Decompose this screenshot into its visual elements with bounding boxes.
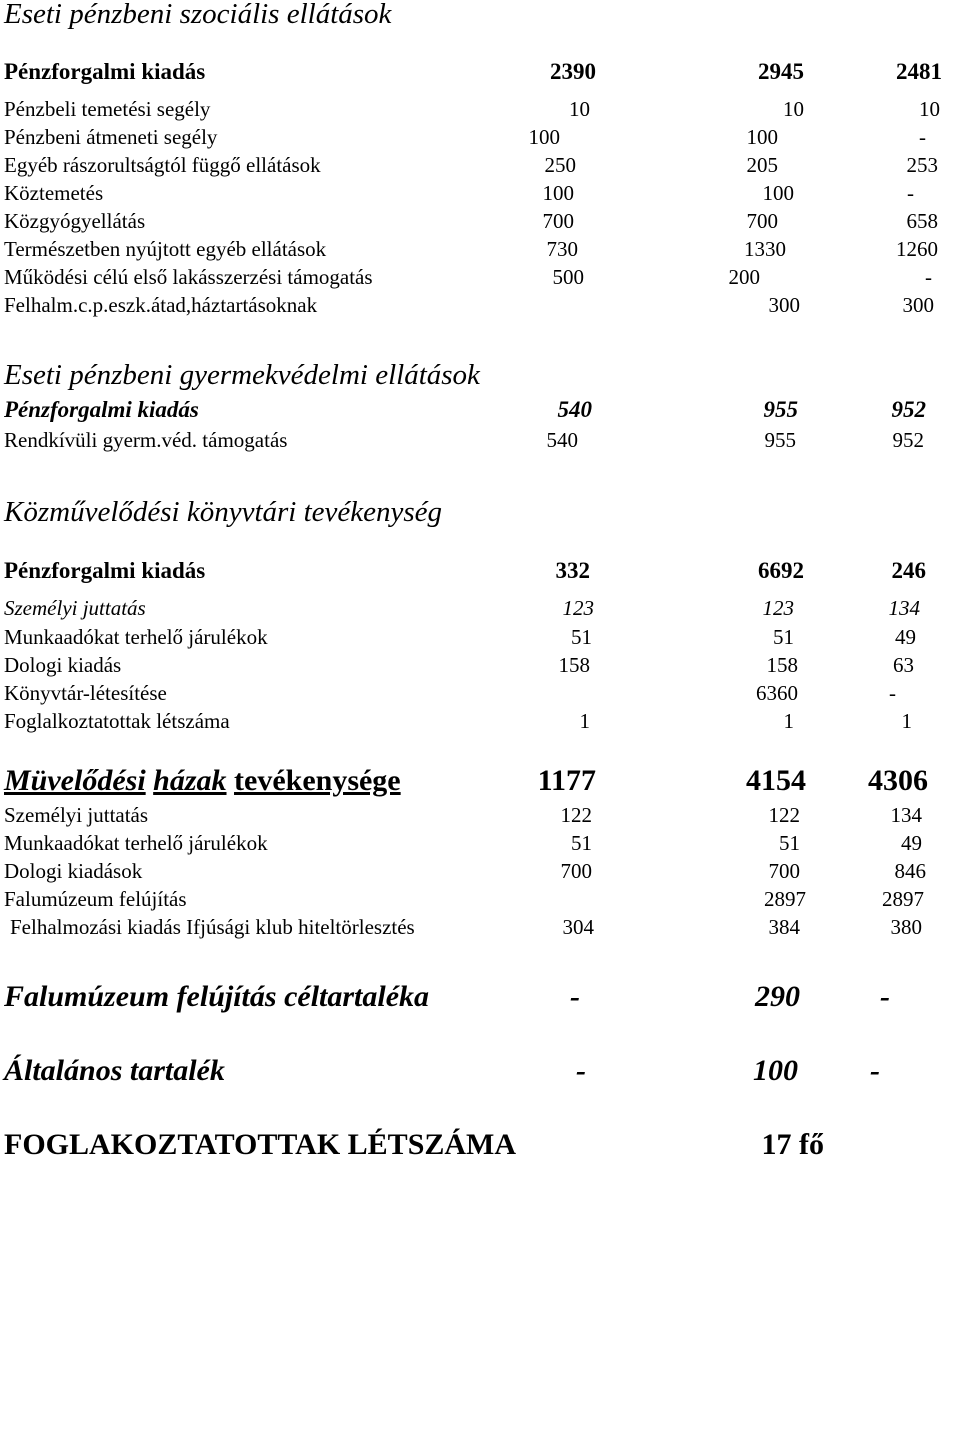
section-title-culture-houses (0, 762, 960, 800)
row-label: Rendkívüli gyerm.véd. támogatás (4, 428, 288, 452)
value-col-2: 4154 (746, 764, 806, 797)
value-col-2: 6360 (756, 681, 798, 705)
row-label: Foglalkoztatottak létszáma (4, 709, 230, 733)
value-col-3: 846 (894, 859, 926, 883)
value-col-3: - (889, 681, 896, 705)
table-row (0, 651, 960, 679)
staff-count: 17 fő (761, 1128, 824, 1161)
section-title: Eseti pénzbeni szociális ellátások (4, 0, 392, 30)
value-col-1: 540 (557, 397, 592, 422)
table-row (0, 235, 960, 263)
value-col-3: 658 (906, 209, 938, 233)
row-label: Falumúzeum felújítás (4, 887, 187, 911)
value-col-3: 4306 (868, 764, 928, 797)
table-row (0, 801, 960, 829)
value-col-3: 2481 (896, 59, 942, 84)
value-col-1: 123 (562, 596, 594, 620)
value-col-3: 2897 (882, 887, 924, 911)
value-col-3: 134 (888, 596, 920, 620)
value-col-2: 100 (753, 1054, 798, 1087)
reserve-row-general (0, 1052, 960, 1090)
row-label: Személyi juttatás (4, 803, 149, 827)
value-col-3: 253 (906, 153, 938, 177)
row-label: Pénzforgalmi kiadás (4, 59, 206, 84)
value-col-3: 1 (901, 709, 912, 733)
value-col-1: 700 (560, 859, 592, 883)
value-col-2: 158 (766, 653, 798, 677)
table-row (0, 207, 960, 235)
value-col-1: 122 (560, 803, 592, 827)
table-row (0, 623, 960, 651)
value-col-3: 300 (902, 293, 934, 317)
value-col-1: 100 (528, 125, 560, 149)
row-label: FOGLAKOZTATOTTAK LÉTSZÁMA (4, 1128, 517, 1161)
value-col-3: - (907, 181, 914, 205)
value-col-2: 955 (763, 397, 798, 422)
value-col-2: 122 (768, 803, 800, 827)
value-col-1: - (576, 1054, 586, 1087)
value-col-2: 51 (779, 831, 800, 855)
total-row (0, 395, 960, 425)
row-label: Dologi kiadás (4, 653, 122, 677)
value-col-1: 51 (571, 625, 592, 649)
value-col-3: 49 (901, 831, 922, 855)
value-col-2: 700 (746, 209, 778, 233)
value-col-2: 6692 (758, 558, 804, 583)
total-row (0, 556, 960, 586)
table-row (0, 291, 960, 319)
value-col-2: 2945 (758, 59, 804, 84)
value-col-3: 952 (892, 428, 924, 452)
row-label: Falumúzeum felújítás céltartaléka (4, 980, 430, 1013)
value-col-1: 332 (555, 558, 590, 583)
total-row (0, 57, 960, 87)
value-col-1: 304 (562, 915, 594, 939)
table-row (0, 594, 960, 622)
value-col-1: 2390 (550, 59, 596, 84)
value-col-1: 700 (542, 209, 574, 233)
value-col-1: - (570, 980, 580, 1013)
value-col-2: 100 (746, 125, 778, 149)
table-row (0, 179, 960, 207)
table-row (0, 885, 960, 913)
table-row (0, 829, 960, 857)
row-label: Működési célú első lakásszerzési támogatás (4, 265, 373, 289)
value-col-3: 134 (890, 803, 922, 827)
row-label: Dologi kiadások (4, 859, 143, 883)
section-title-child-protection (0, 357, 960, 393)
section-title-library (0, 494, 960, 530)
value-col-3: 63 (893, 653, 914, 677)
value-col-2: 205 (746, 153, 778, 177)
reserve-row-museum (0, 978, 960, 1016)
value-col-2: 10 (783, 97, 804, 121)
row-label: Természetben nyújtott egyéb ellátások (4, 237, 327, 261)
row-label: Pénzbeni átmeneti segély (4, 125, 218, 149)
value-col-2: 2897 (764, 887, 806, 911)
section-title: Eseti pénzbeni gyermekvédelmi ellátások (4, 359, 480, 391)
row-label: Közgyógyellátás (4, 209, 146, 233)
section-title-social-benefits (0, 0, 960, 32)
row-label: Felhalmozási kiadás Ifjúsági klub hiteltörlesztés (10, 915, 415, 939)
table-row (0, 123, 960, 151)
value-col-1: 1177 (537, 764, 596, 797)
row-label: Pénzforgalmi kiadás (4, 397, 199, 422)
value-col-2: 955 (764, 428, 796, 452)
table-row (0, 95, 960, 123)
table-row (0, 707, 960, 735)
value-col-3: 49 (895, 625, 916, 649)
value-col-1: 730 (546, 237, 578, 261)
staff-row (0, 1126, 960, 1164)
row-label: Pénzbeli temetési segély (4, 97, 211, 121)
value-col-2: 384 (768, 915, 800, 939)
value-col-3: - (880, 980, 890, 1013)
value-col-1: 540 (546, 428, 578, 452)
table-row (0, 263, 960, 291)
row-label: Könyvtár-létesítése (4, 681, 167, 705)
value-col-3: 952 (891, 397, 926, 422)
row-label: Felhalm.c.p.eszk.átad,háztartásoknak (4, 293, 318, 317)
row-label: Személyi juttatás (4, 596, 146, 620)
value-col-3: 246 (891, 558, 926, 583)
table-row (0, 913, 960, 941)
row-label: Általános tartalék (4, 1054, 225, 1087)
value-col-2: 290 (755, 980, 800, 1013)
value-col-3: - (919, 125, 926, 149)
value-col-3: - (925, 265, 932, 289)
value-col-2: 300 (768, 293, 800, 317)
value-col-3: 380 (890, 915, 922, 939)
value-col-2: 100 (762, 181, 794, 205)
value-col-3: 1260 (896, 237, 938, 261)
value-col-1: 158 (558, 653, 590, 677)
row-label: Egyéb rászorultságtól függő ellátások (4, 153, 321, 177)
title-part-2: házak (153, 764, 227, 797)
value-col-1: 100 (542, 181, 574, 205)
section-title (4, 762, 401, 800)
title-part-1: Müvelődési (4, 764, 146, 797)
row-label: Pénzforgalmi kiadás (4, 558, 206, 583)
value-col-1: 1 (579, 709, 590, 733)
value-col-3: - (870, 1054, 880, 1087)
value-col-1: 500 (552, 265, 584, 289)
value-col-2: 123 (762, 596, 794, 620)
title-part-3: tevékenysége (234, 764, 401, 797)
value-col-1: 250 (544, 153, 576, 177)
table-row (0, 679, 960, 707)
value-col-2: 1330 (744, 237, 786, 261)
value-col-2: 51 (773, 625, 794, 649)
table-row (0, 151, 960, 179)
row-label: Munkaadókat terhelő járulékok (4, 831, 268, 855)
table-row (0, 426, 960, 454)
value-col-2: 1 (783, 709, 794, 733)
value-col-1: 51 (571, 831, 592, 855)
section-title: Közművelődési könyvtári tevékenység (4, 496, 443, 528)
value-col-1: 10 (569, 97, 590, 121)
row-label: Munkaadókat terhelő járulékok (4, 625, 268, 649)
value-col-3: 10 (919, 97, 940, 121)
value-col-2: 700 (768, 859, 800, 883)
row-label: Köztemetés (4, 181, 104, 205)
table-row (0, 857, 960, 885)
value-col-2: 200 (728, 265, 760, 289)
